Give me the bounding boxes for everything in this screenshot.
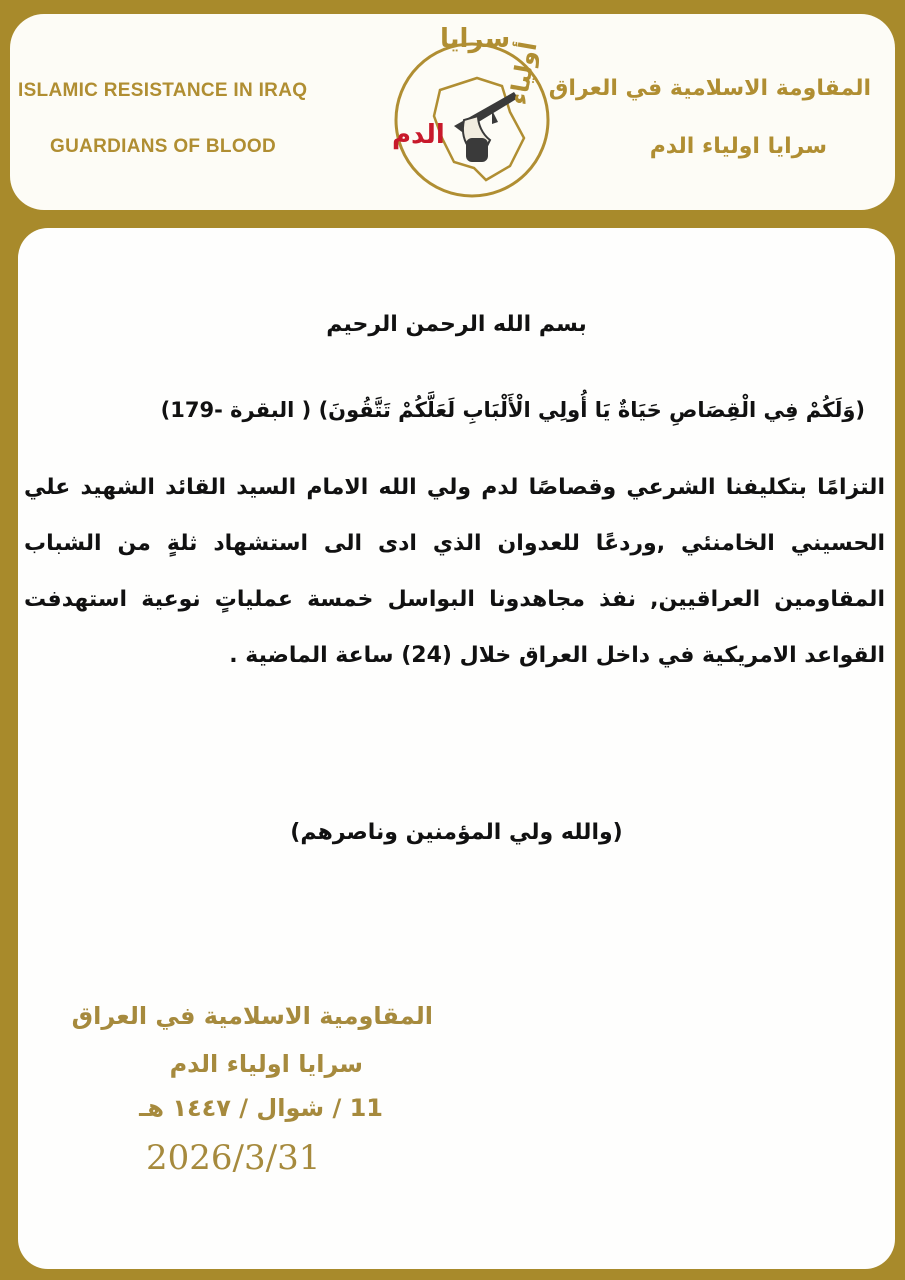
header-english-title: ISLAMIC RESISTANCE IN IRAQ bbox=[18, 80, 308, 101]
signature-group-name: سرايا اولياء الدم bbox=[169, 1050, 363, 1078]
statement-body: التزامًا بتكليفنا الشرعي وقصاصًا لدم ولي الله الامام السيد القائد الشهيد علي الحسيني الخامنئي ,وردعًا للعدوان الذي ادى الى استشهاد ثلةٍ من الشباب المقاومين العراقيين, نفذ مجاهدونا البواسل خمسة عملياتٍ نوعية استهدفت القواعد الامريكية في داخل العراق خلال (24) ساعة الماضية . bbox=[24, 475, 885, 668]
signature-gregorian-date: 2026/3/31 bbox=[146, 1138, 321, 1178]
header-arabic-title: المقاومة الاسلامية في العراق bbox=[548, 76, 871, 101]
signature-hijri-date: 11 / شوال / ١٤٤٧ هـ bbox=[139, 1094, 383, 1122]
logo-text-awliya: أولياء bbox=[504, 39, 543, 107]
organization-logo bbox=[382, 20, 562, 208]
basmala: بسم الله الرحمن الرحيم bbox=[326, 312, 587, 337]
logo-text-saraya: سرايا bbox=[440, 24, 511, 54]
statement-card bbox=[18, 228, 895, 1269]
header-banner bbox=[10, 14, 895, 210]
signature-organization: المقاومية الاسلامية في العراق bbox=[71, 1002, 433, 1030]
closing-phrase: (والله ولي المؤمنين وناصرهم) bbox=[290, 820, 623, 845]
header-english-subtitle: GUARDIANS OF BLOOD bbox=[50, 136, 277, 157]
quran-verse: (وَلَكُمْ فِي الْقِصَاصِ حَيَاةٌ يَا أُولِي الْأَلْبَابِ لَعَلَّكُمْ تَتَّقُونَ) ( البقرة -179) bbox=[160, 398, 865, 422]
logo-text-aldam: الدم bbox=[392, 120, 445, 150]
header-arabic-subtitle: سرايا اولياء الدم bbox=[649, 134, 827, 159]
